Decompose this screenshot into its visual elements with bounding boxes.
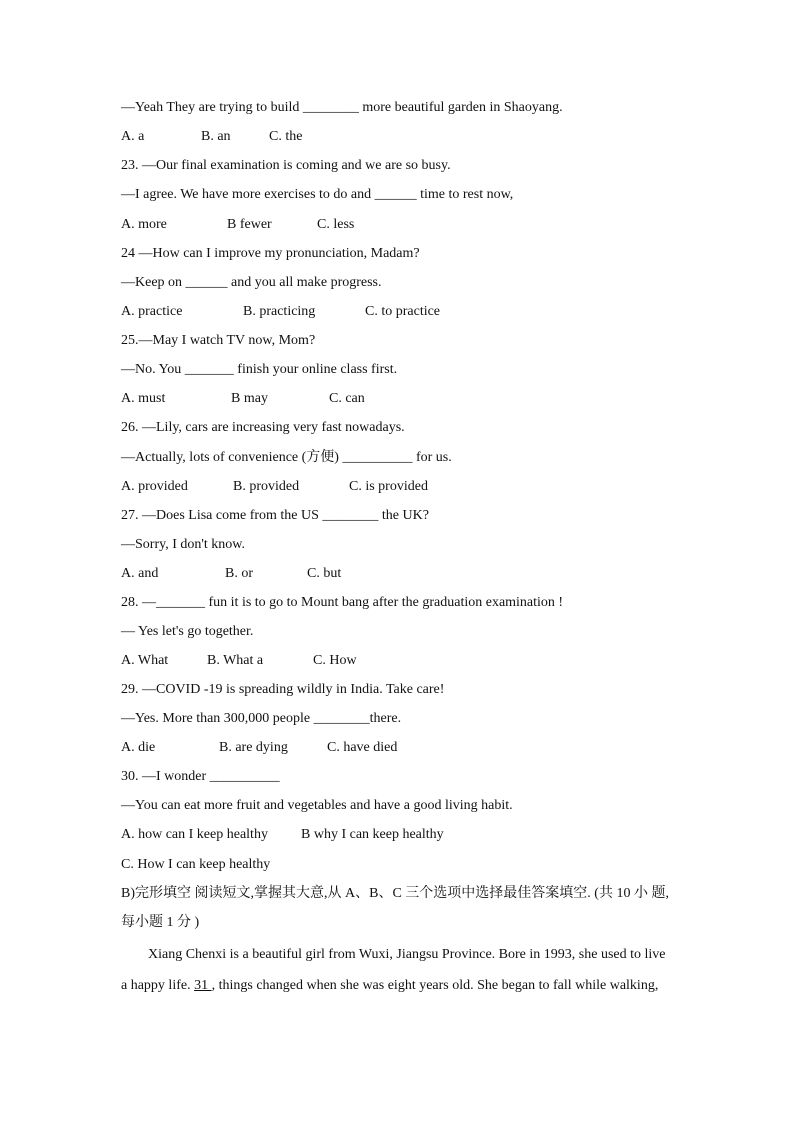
section-b-heading: B)完形填空 阅读短文,掌握其大意,从 A、B、C 三个选项中选择最佳答案填空. (共 10 小 题, xyxy=(121,886,669,901)
option-c[interactable]: C. How xyxy=(313,653,357,668)
q25-answer-line: —No. You _______ finish your online class first. xyxy=(121,362,398,377)
option-c[interactable]: C. but xyxy=(307,566,342,581)
q25-question: 25.—May I watch TV now, Mom? xyxy=(121,333,316,348)
option-a[interactable]: A. must xyxy=(121,391,166,406)
option-a[interactable]: A. What xyxy=(121,653,169,668)
option-b[interactable]: B. practicing xyxy=(243,304,316,319)
option-c[interactable]: C. can xyxy=(329,391,365,406)
option-a[interactable]: A. die xyxy=(121,740,156,755)
q24-question: 24 —How can I improve my pronunciation, Madam? xyxy=(121,246,420,261)
option-c[interactable]: C. is provided xyxy=(349,479,428,494)
q29-answer-line: —Yes. More than 300,000 people ________there. xyxy=(121,711,402,726)
option-b[interactable]: B. provided xyxy=(233,479,300,494)
option-a[interactable]: A. more xyxy=(121,217,167,232)
q23-answer-line: —I agree. We have more exercises to do and ______ time to rest now, xyxy=(121,187,514,202)
passage-line-1: Xiang Chenxi is a beautiful girl from Wuxi, Jiangsu Province. Bore in 1993, she used to live xyxy=(148,947,666,962)
q27-question: 27. —Does Lisa come from the US ________ the UK? xyxy=(121,508,429,523)
q24-answer-line: —Keep on ______ and you all make progress. xyxy=(121,275,382,290)
passage-text: , things changed when she was eight years old. She began to fall while walking, xyxy=(211,978,659,993)
q26-question: 26. —Lily, cars are increasing very fast nowadays. xyxy=(121,420,405,435)
q29-question: 29. —COVID -19 is spreading wildly in India. Take care! xyxy=(121,682,445,697)
option-b[interactable]: B why I can keep healthy xyxy=(301,827,444,842)
blank-31[interactable]: 31 xyxy=(194,978,212,993)
option-a[interactable]: A. provided xyxy=(121,479,188,494)
passage-line-2 xyxy=(121,977,658,995)
option-a[interactable]: A. a xyxy=(121,129,145,144)
q26-answer-line: —Actually, lots of convenience (方便) __________ for us. xyxy=(121,450,452,465)
passage-text: a happy life. xyxy=(121,978,195,993)
option-b[interactable]: B. are dying xyxy=(219,740,288,755)
option-a[interactable]: A. how can I keep healthy xyxy=(121,827,268,842)
option-c[interactable]: C. less xyxy=(317,217,355,232)
option-a[interactable]: A. practice xyxy=(121,304,183,319)
q23-question: 23. —Our final examination is coming and we are so busy. xyxy=(121,158,451,173)
option-c[interactable]: C. the xyxy=(269,129,303,144)
section-b-heading-cont: 每小题 1 分 ) xyxy=(121,915,200,930)
q30-question: 30. —I wonder __________ xyxy=(121,769,280,784)
q28-question: 28. —_______ fun it is to go to Mount bang after the graduation examination ! xyxy=(121,595,564,610)
option-b[interactable]: B. an xyxy=(201,129,231,144)
q22-answer-line: —Yeah They are trying to build ________ more beautiful garden in Shaoyang. xyxy=(121,100,563,115)
option-a[interactable]: A. and xyxy=(121,566,159,581)
option-b[interactable]: B fewer xyxy=(227,217,272,232)
q30-answer-line: —You can eat more fruit and vegetables and have a good living habit. xyxy=(121,798,513,813)
option-b[interactable]: B. What a xyxy=(207,653,264,668)
option-b[interactable]: B. or xyxy=(225,566,253,581)
q27-answer-line: —Sorry, I don't know. xyxy=(121,537,245,552)
option-c[interactable]: C. How I can keep healthy xyxy=(121,857,271,872)
option-b[interactable]: B may xyxy=(231,391,268,406)
option-c[interactable]: C. to practice xyxy=(365,304,441,319)
q28-answer-line: — Yes let's go together. xyxy=(121,624,254,639)
option-c[interactable]: C. have died xyxy=(327,740,398,755)
